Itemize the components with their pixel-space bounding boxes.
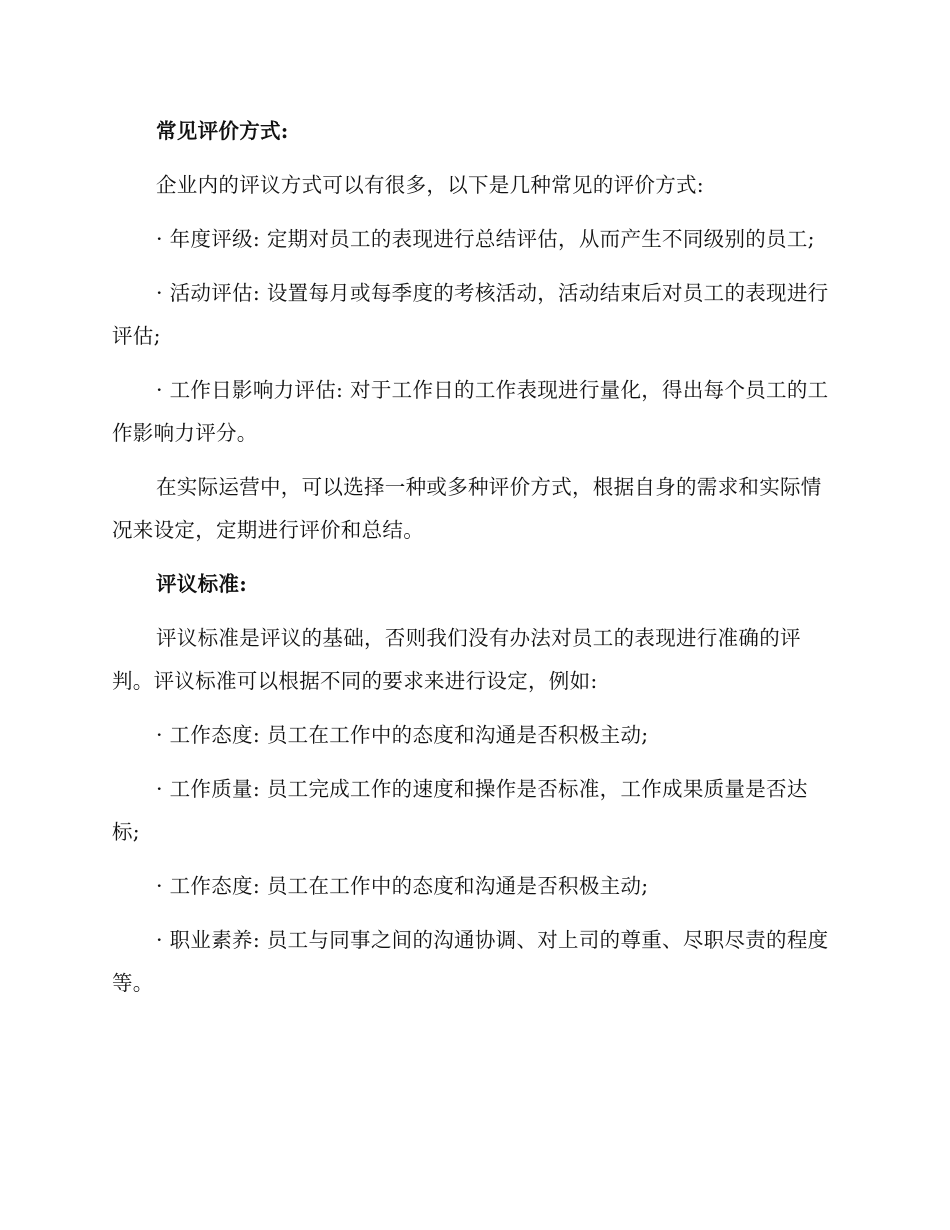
bullet-professionalism: · 职业素养: 员工与同事之间的沟通协调、对上司的尊重、尽职尽责的程度等。 — [112, 928, 829, 995]
section-heading-evaluation-standards: 评议标准: — [156, 572, 248, 596]
paragraph-practice: 在实际运营中，可以选择一种或多种评价方式，根据自身的需求和实际情况来设定，定期进行评价和总结。 — [112, 475, 822, 542]
bullet-workday-influence: · 工作日影响力评估: 对于工作日的工作表现进行量化，得出每个员工的工作影响力评分。 — [112, 378, 829, 445]
bullet-work-quality: · 工作质量: 员工完成工作的速度和操作是否标准，工作成果质量是否达标; — [112, 777, 808, 844]
bullet-work-attitude-repeat: · 工作态度: 员工在工作中的态度和沟通是否积极主动; — [156, 874, 649, 898]
paragraph-intro: 企业内的评议方式可以有很多，以下是几种常见的评价方式: — [156, 173, 705, 197]
bullet-activity-evaluation: · 活动评估: 设置每月或每季度的考核活动，活动结束后对员工的表现进行评估; — [112, 281, 829, 348]
bullet-work-attitude: · 工作态度: 员工在工作中的态度和沟通是否积极主动; — [156, 723, 649, 747]
bullet-annual-rating: · 年度评级: 定期对员工的表现进行总结评估，从而产生不同级别的员工; — [156, 227, 815, 251]
document-body — [112, 110, 834, 1016]
paragraph-standards-intro: 评议标准是评议的基础，否则我们没有办法对员工的表现进行准确的评判。评议标准可以根据不同的要求来进行设定，例如: — [112, 626, 801, 693]
section-heading-evaluation-methods: 常见评价方式: — [156, 119, 289, 143]
